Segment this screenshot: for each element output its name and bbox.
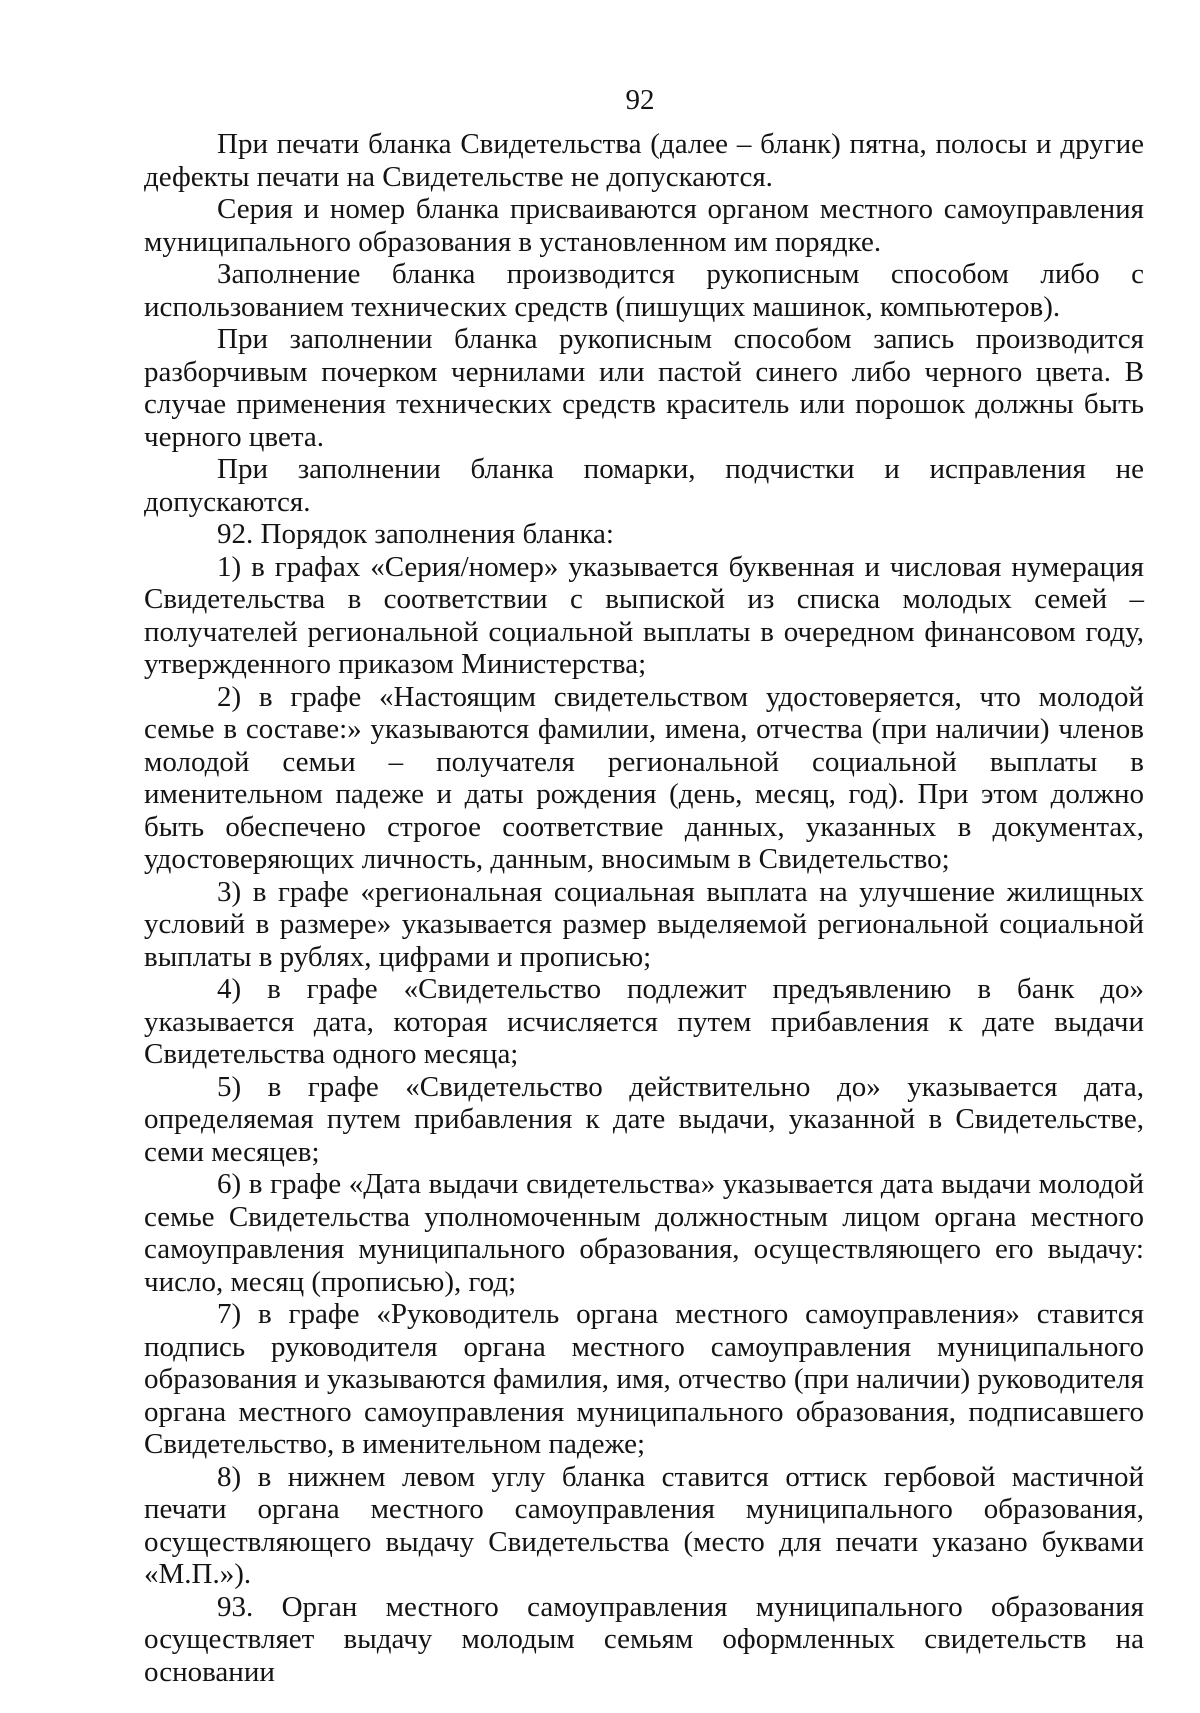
- list-item: 2) в графе «Настоящим свидетельством удостоверяется, что молодой семье в составе:» указываются фамилии, имена, отчества (при наличии) членов молодой семьи – получателя региональной социальной выплаты в именительном падеже и даты рождения (день, месяц, год). При этом должно быть обеспечено строгое соответствие данных, указанных в документах, удостоверяющих личность, данным, вносимым в Свидетельство;: [144, 680, 1144, 875]
- list-item: 8) в нижнем левом углу бланка ставится оттиск гербовой мастичной печати органа местного самоуправления муниципального образования, осуществляющего выдачу Свидетельства (место для печати указано буквами «М.П.»).: [144, 1460, 1144, 1590]
- list-item: 5) в графе «Свидетельство действительно до» указывается дата, определяемая путем прибавления к дате выдачи, указанной в Свидетельстве, семи месяцев;: [144, 1070, 1144, 1168]
- page-number: 92: [625, 84, 655, 116]
- paragraph: Серия и номер бланка присваиваются органом местного самоуправления муниципального образования в установленном им порядке.: [144, 193, 1144, 258]
- paragraph: При заполнении бланка рукописным способом запись производится разборчивым почерком чернилами или пастой синего либо черного цвета. В случае применения технических средств краситель или порошок должны быть черного цвета.: [144, 323, 1144, 453]
- list-item: 4) в графе «Свидетельство подлежит предъявлению в банк до» указывается дата, которая исчисляется путем прибавления к дате выдачи Свидетельства одного месяца;: [144, 973, 1144, 1070]
- section-heading: 92. Порядок заполнения бланка:: [217, 518, 614, 550]
- list-item: 7) в графе «Руководитель органа местного самоуправления» ставится подпись руководителя органа местного самоуправления муниципального образования и указываются фамилия, имя, отчество (при наличии) руководителя органа местного самоуправления муниципального образования, подписавшего Свидетельство, в именительном падеже;: [144, 1298, 1144, 1460]
- list-item: 1) в графах «Серия/номер» указывается буквенная и числовая нумерация Свидетельства в соответствии с выпиской из списка молодых семей – получателей региональной социальной выплаты в очередном финансовом году, утвержденного приказом Министерства;: [144, 550, 1144, 680]
- list-item: 3) в графе «региональная социальная выплата на улучшение жилищных условий в размере» указывается размер выделяемой региональной социальной выплаты в рублях, цифрами и прописью;: [144, 875, 1144, 973]
- list-item: 6) в графе «Дата выдачи свидетельства» указывается дата выдачи молодой семье Свидетельства уполномоченным должностным лицом органа местного самоуправления муниципального образования, осуществляющего его выдачу: число, месяц (прописью), год;: [144, 1168, 1144, 1298]
- paragraph: 93. Орган местного самоуправления муниципального образования осуществляет выдачу молодым семьям оформленных свидетельств на основании: [144, 1590, 1144, 1688]
- paragraph: При заполнении бланка помарки, подчистки и исправления не допускаются.: [144, 453, 1144, 518]
- document-body: [144, 128, 1144, 1688]
- paragraph: При печати бланка Свидетельства (далее – бланк) пятна, полосы и другие дефекты печати на Свидетельстве не допускаются.: [144, 128, 1144, 193]
- paragraph: Заполнение бланка производится рукописным способом либо с использованием технических средств (пишущих машинок, компьютеров).: [144, 258, 1144, 323]
